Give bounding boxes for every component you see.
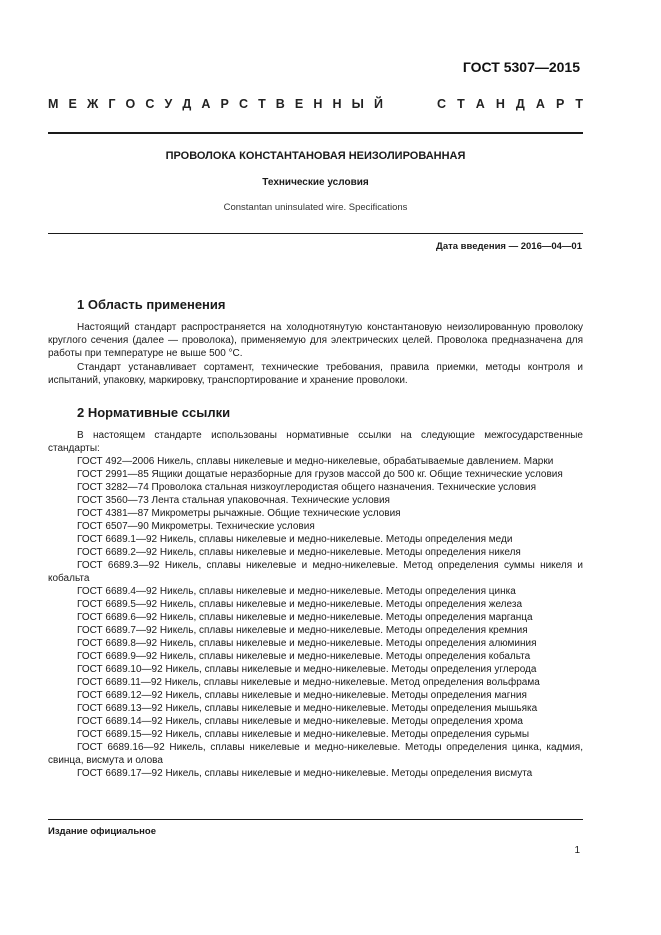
reference-item xyxy=(48,624,583,637)
introduction-date: Дата введения — 2016—04—01 xyxy=(436,241,582,252)
normative-references-list xyxy=(48,455,583,780)
section-2-intro xyxy=(48,429,583,455)
reference-item xyxy=(48,546,583,559)
reference-item xyxy=(48,663,583,676)
reference-text: ГОСТ 6689.3—92 Никель, сплавы никелевые и медно-никелевые. Метод определения суммы никеля и кобальта xyxy=(48,560,583,584)
reference-text: ГОСТ 4381—87 Микрометры рычажные. Общие технические условия xyxy=(77,508,401,519)
section-1-paragraph-1 xyxy=(48,321,583,360)
document-subtitle: Технические условия xyxy=(262,177,369,188)
reference-item xyxy=(48,715,583,728)
section-1-paragraph-1-text: Настоящий стандарт распространяется на холоднотянутую константановую неизолированную проволоку круглого сечения (далее — проволока), применяемую для электрических целей. Проволока предназначена для работы при температуре не выше 500 °С. xyxy=(48,322,583,359)
middle-rule xyxy=(48,233,583,234)
reference-item xyxy=(48,598,583,611)
reference-text: ГОСТ 6507—90 Микрометры. Технические условия xyxy=(77,521,315,532)
reference-text: ГОСТ 6689.11—92 Никель, сплавы никелевые и медно-никелевые. Метод определения вольфрама xyxy=(77,677,540,688)
reference-text: ГОСТ 3282—74 Проволока стальная низкоуглеродистая общего назначения. Технические условия xyxy=(77,482,536,493)
reference-item xyxy=(48,650,583,663)
reference-item xyxy=(48,481,583,494)
reference-item xyxy=(48,767,583,780)
standard-banner xyxy=(48,97,583,111)
banner-right: С Т А Н Д А Р Т xyxy=(437,97,583,111)
reference-text: ГОСТ 6689.8—92 Никель, сплавы никелевые и медно-никелевые. Методы определения алюминия xyxy=(77,638,537,649)
reference-text: ГОСТ 6689.5—92 Никель, сплавы никелевые и медно-никелевые. Методы определения железа xyxy=(77,599,523,610)
reference-item xyxy=(48,455,583,468)
section-1-heading: 1 Область применения xyxy=(77,297,226,312)
reference-text: ГОСТ 6689.13—92 Никель, сплавы никелевые и медно-никелевые. Методы определения мышьяка xyxy=(77,703,538,714)
reference-text: ГОСТ 6689.15—92 Никель, сплавы никелевые и медно-никелевые. Методы определения сурьмы xyxy=(77,729,530,740)
reference-text: ГОСТ 6689.6—92 Никель, сплавы никелевые и медно-никелевые. Методы определения марганца xyxy=(77,612,533,623)
section-1-paragraph-2 xyxy=(48,361,583,387)
reference-text: ГОСТ 2991—85 Ящики дощатые неразборные для грузов массой до 500 кг. Общие технические условия xyxy=(77,469,563,480)
reference-text: ГОСТ 6689.4—92 Никель, сплавы никелевые и медно-никелевые. Методы определения цинка xyxy=(77,586,516,597)
banner-left: М Е Ж Г О С У Д А Р С Т В Е Н Н Ы Й xyxy=(48,97,383,111)
section-2-intro-text: В настоящем стандарте использованы нормативные ссылки на следующие межгосударственные стандарты: xyxy=(48,430,583,454)
reference-item xyxy=(48,676,583,689)
reference-text: ГОСТ 6689.16—92 Никель, сплавы никелевые и медно-никелевые. Методы определения цинка, кадмия, свинца, висмута и олова xyxy=(48,742,583,766)
bottom-rule xyxy=(48,819,583,820)
official-edition-label: Издание официальное xyxy=(48,826,156,837)
reference-item xyxy=(48,533,583,546)
reference-item xyxy=(48,728,583,741)
reference-item xyxy=(48,559,583,585)
reference-text: ГОСТ 6689.9—92 Никель, сплавы никелевые и медно-никелевые. Методы определения кобальта xyxy=(77,651,531,662)
reference-text: ГОСТ 6689.1—92 Никель, сплавы никелевые и медно-никелевые. Методы определения меди xyxy=(77,534,513,545)
reference-text: ГОСТ 3560—73 Лента стальная упаковочная. Технические условия xyxy=(77,495,390,506)
section-1-paragraph-2-text: Стандарт устанавливает сортамент, технические требования, правила приемки, методы контроля и испытаний, упаковку, маркировку, транспортирование и хранение проволоки. xyxy=(48,362,583,386)
reference-text: ГОСТ 6689.17—92 Никель, сплавы никелевые и медно-никелевые. Методы определения висмута xyxy=(77,768,533,779)
reference-text: ГОСТ 492—2006 Никель, сплавы никелевые и медно-никелевые, обрабатываемые давлением. Марки xyxy=(77,456,554,467)
reference-item xyxy=(48,637,583,650)
reference-item xyxy=(48,702,583,715)
document-title: ПРОВОЛОКА КОНСТАНТАНОВАЯ НЕИЗОЛИРОВАННАЯ xyxy=(165,150,466,162)
section-2-heading: 2 Нормативные ссылки xyxy=(77,405,231,420)
reference-text: ГОСТ 6689.2—92 Никель, сплавы никелевые и медно-никелевые. Методы определения никеля xyxy=(77,547,521,558)
reference-item xyxy=(48,507,583,520)
reference-text: ГОСТ 6689.12—92 Никель, сплавы никелевые и медно-никелевые. Методы определения магния xyxy=(77,690,527,701)
document-code: ГОСТ 5307—2015 xyxy=(462,59,580,75)
reference-item xyxy=(48,494,583,507)
top-rule xyxy=(48,132,583,134)
reference-item xyxy=(48,468,583,481)
reference-text: ГОСТ 6689.10—92 Никель, сплавы никелевые и медно-никелевые. Методы определения углерода xyxy=(77,664,537,675)
english-title: Constantan uninsulated wire. Specifications xyxy=(223,202,408,213)
page-number: 1 xyxy=(574,845,580,856)
reference-item xyxy=(48,689,583,702)
reference-item xyxy=(48,585,583,598)
reference-item xyxy=(48,611,583,624)
reference-text: ГОСТ 6689.7—92 Никель, сплавы никелевые и медно-никелевые. Методы определения кремния xyxy=(77,625,528,636)
reference-item xyxy=(48,520,583,533)
reference-text: ГОСТ 6689.14—92 Никель, сплавы никелевые и медно-никелевые. Методы определения хрома xyxy=(77,716,523,727)
reference-item xyxy=(48,741,583,767)
